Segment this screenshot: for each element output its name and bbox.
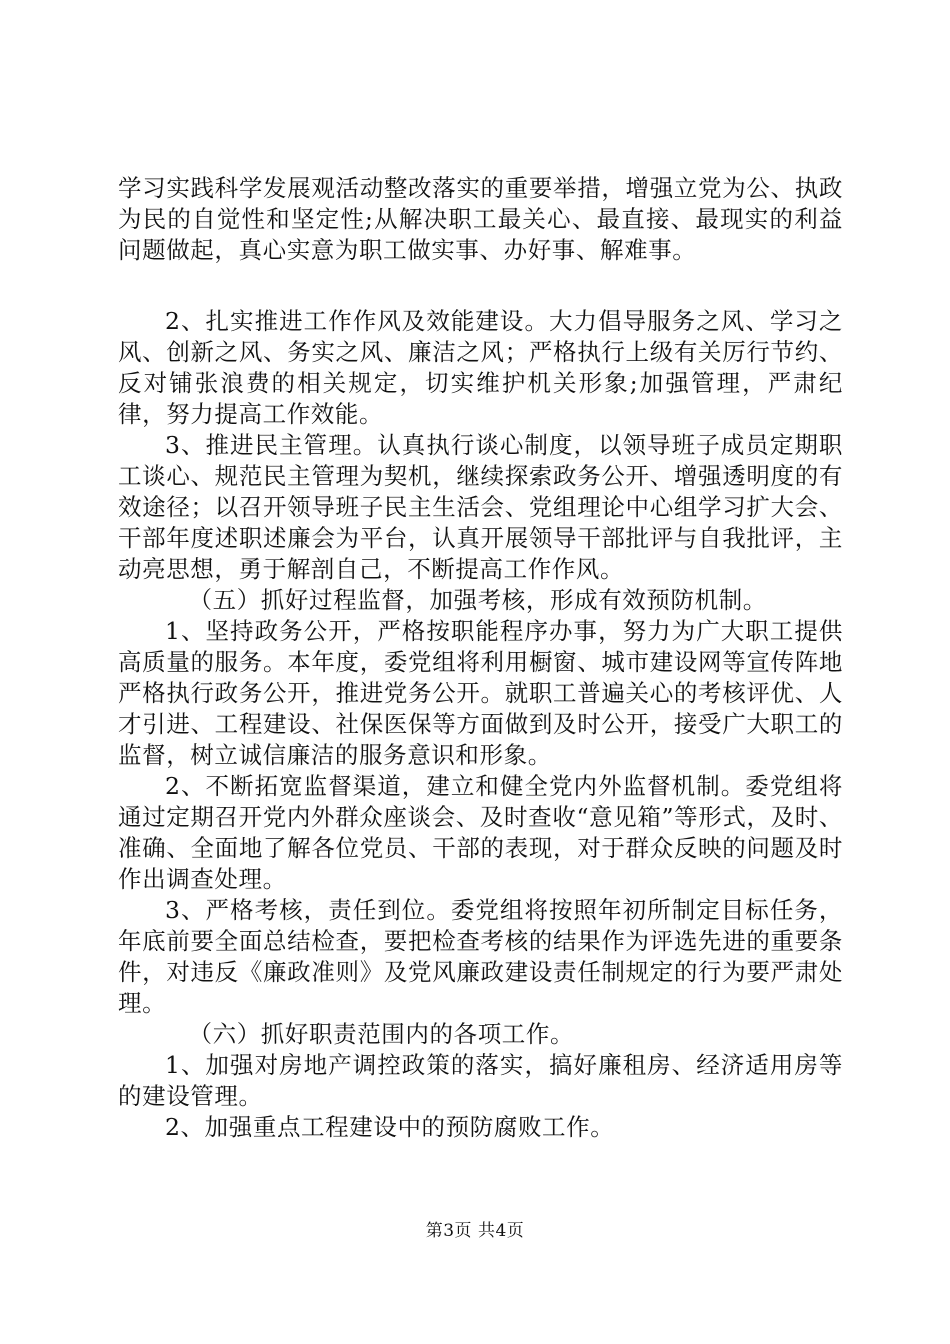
paragraph-corruption-prevention: 2、加强重点工程建设中的预防腐败工作。: [165, 1113, 615, 1141]
section-heading-six: （六）抓好职责范围内的各项工作。: [188, 1020, 575, 1048]
paragraph-real-estate-policy: 1、加强对房地产调控政策的落实，搞好廉租房、经济适用房等的建设管理。: [118, 1051, 843, 1110]
paragraph-government-affairs-openness: 1、坚持政务公开，严格按职能程序办事，努力为广大职工提供高质量的服务。本年度，委党组将利用橱窗、城市建设网等宣传阵地严格执行政务公开，推进党务公开。就职工普遍关心的考核评优、人才引进、工程建设、社保医保等方面做到及时公开，接受广大职工的监督，树立诚信廉洁的服务意识和形象。: [118, 617, 843, 769]
paragraph-strict-assessment: 3、严格考核，责任到位。委党组将按照年初所制定目标任务，年底前要全面总结检查，要把检查考核的结果作为评选先进的重要条件，对违反《廉政准则》及党风廉政建设责任制规定的行为要严肃处理。: [118, 896, 843, 1017]
page-number-footer: 第3页 共4页: [425, 1221, 525, 1241]
paragraph-continuation: 学习实践科学发展观活动整改落实的重要举措，增强立党为公、执政为民的自觉性和坚定性;从解决职工最关心、最直接、最现实的利益问题做起，真心实意为职工做实事、办好事、解难事。: [118, 174, 843, 264]
paragraph-democratic-management: 3、推进民主管理。认真执行谈心制度，以领导班子成员定期职工谈心、规范民主管理为契机，继续探索政务公开、增强透明度的有效途径；以召开领导班子民主生活会、党组理论中心组学习扩大会、干部年度述职述廉会为平台，认真开展领导干部批评与自我批评，主动亮思想，勇于解剖自己，不断提高工作作风。: [118, 431, 843, 583]
paragraph-work-style: 2、扎实推进工作作风及效能建设。大力倡导服务之风、学习之风、创新之风、务实之风、廉洁之风；严格执行上级有关厉行节约、反对铺张浪费的相关规定，切实维护机关形象;加强管理，严肃纪律，努力提高工作效能。: [118, 307, 843, 428]
section-heading-five: （五）抓好过程监督，加强考核，形成有效预防机制。: [188, 586, 767, 614]
paragraph-supervision-channels: 2、不断拓宽监督渠道，建立和健全党内外监督机制。委党组将通过定期召开党内外群众座谈会、及时查收“意见箱”等形式，及时、准确、全面地了解各位党员、干部的表现，对于群众反映的问题及时作出调查处理。: [118, 772, 843, 893]
document-body: [118, 173, 843, 1143]
